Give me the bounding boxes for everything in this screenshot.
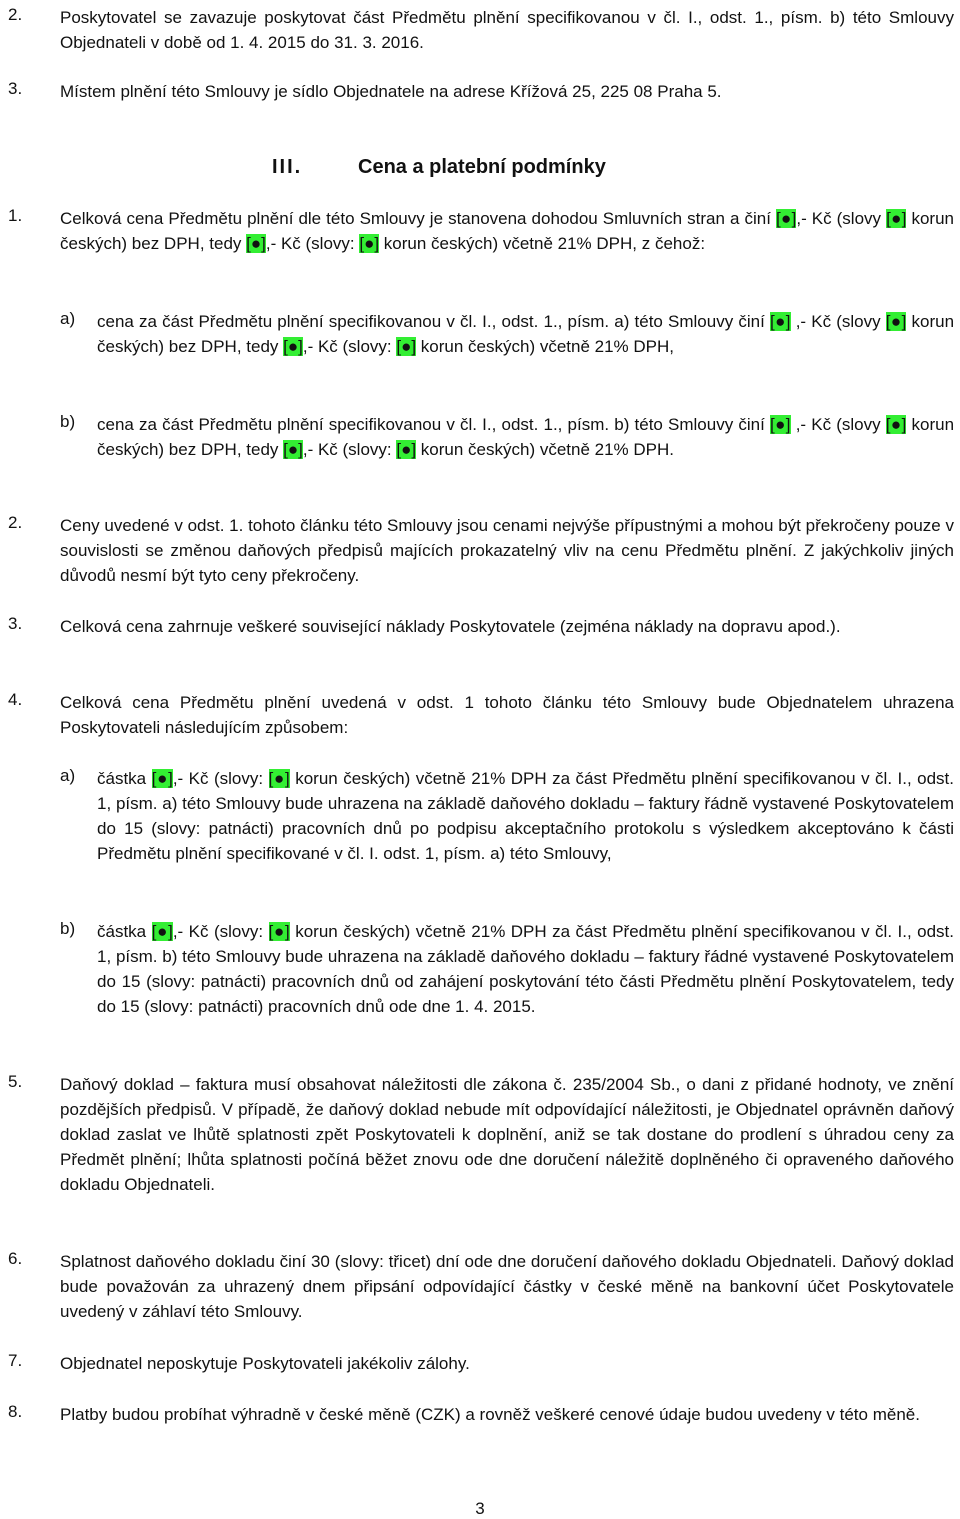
paragraph-text: Splatnost daňového dokladu činí 30 (slovy: třicet) dní ode dne doručení daňového dokladu Objednateli. Daňový doklad bude považován za uhrazený dnem připsání odpovídající částky v české měně na bankovní účet Poskytovatele uvedený v záhlaví této Smlouvy. [60,1252,954,1321]
section-number: III. [272,156,303,178]
paragraph-number: 2. [8,5,23,24]
paragraph-number: 2. [8,513,23,532]
section-title: Cena a platební podmínky [358,156,606,178]
placeholder-highlight: [●] [283,337,303,356]
placeholder-highlight: [●] [151,922,173,941]
paragraph-text: Celková cena zahrnuje veškeré související náklady Poskytovatele (zejména náklady na dopravu apod.). [60,617,841,636]
paragraph-number: 3. [8,79,23,98]
placeholder-highlight: [●] [885,415,907,434]
placeholder-highlight: [●] [769,312,791,331]
sub-item-text: cena za část Předmětu plnění specifikovanou v čl. I., odst. 1., písm. b) této Smlouvy činí [●] ,- Kč (slovy [●] korun českých) bez DPH, tedy [●],- Kč (slovy: [●] korun českých) včetně 21% DPH. [97,415,955,459]
sub-item-text: cena za část Předmětu plnění specifikovanou v čl. I., odst. 1., písm. a) této Smlouvy činí [●] ,- Kč (slovy [●] korun českých) bez DPH, tedy [●],- Kč (slovy: [●] korun českých) včetně 21% DPH, [97,312,955,356]
paragraph-text: Celková cena Předmětu plnění dle této Smlouvy je stanovena dohodou Smluvních stran a činí [●],- Kč (slovy [●] korun českých) bez DPH, tedy [●],- Kč (slovy: [●] korun českých) včetně 21% DPH, z čehož: [60,209,954,253]
placeholder-highlight: [●] [151,769,173,788]
placeholder-highlight: [●] [769,415,791,434]
paragraph-text: Poskytovatel se zavazuje poskytovat část Předmětu plnění specifikovanou v čl. I., odst. 1., písm. b) této Smlouvy Objednateli v době od 1. 4. 2015 do 31. 3. 2016. [60,8,954,52]
paragraph-text: Místem plnění této Smlouvy je sídlo Objednatele na adrese Křížová 25, 225 08 Praha 5. [60,82,722,101]
sub-item-letter: b) [60,412,76,431]
sub-item-text: částka [●],- Kč (slovy: [●] korun českých) včetně 21% DPH za část Předmětu plnění specifikovanou v čl. I., odst. 1, písm. a) této Smlouvy bude uhrazena na základě daňového dokladu – faktury řádně vystavené Poskytovatelem do 15 (slovy: patnácti) pracovních dnů po podpisu akceptačního protokolu s výsledkem akceptováno k části Předmětu plnění specifikované v čl. I. odst. 1, písm. a) této Smlouvy, [97,769,954,863]
paragraph-text: Objednatel neposkytuje Poskytovateli jakékoliv zálohy. [60,1354,470,1373]
paragraph-number: 3. [8,614,23,633]
paragraph-number: 1. [8,206,23,225]
placeholder-highlight: [●] [268,922,290,941]
paragraph-text: Ceny uvedené v odst. 1. tohoto článku této Smlouvy jsou cenami nejvýše přípustnými a mohou být překročeny pouze v souvislosti se změnou daňových předpisů majících prokazatelný vliv na cenu Předmětu plnění. Z jakýchkoliv jiných důvodů nesmí být tyto ceny překročeny. [60,516,954,585]
placeholder-highlight: [●] [886,209,907,228]
paragraph-number: 7. [8,1351,23,1370]
placeholder-highlight: [●] [885,312,907,331]
page-number: 3 [475,1499,485,1518]
placeholder-highlight: [●] [283,440,303,459]
paragraph-number: 4. [8,690,23,709]
placeholder-highlight: [●] [359,234,380,253]
sub-item-letter: a) [60,766,76,785]
placeholder-highlight: [●] [246,234,266,253]
placeholder-highlight: [●] [268,769,290,788]
placeholder-highlight: [●] [396,440,417,459]
paragraph-text: Daňový doklad – faktura musí obsahovat náležitosti dle zákona č. 235/2004 Sb., o dani z přidané hodnoty, ve znění pozdějších předpisů. V případě, že daňový doklad nebude mít odpovídající náležitosti, je Objednatel oprávněn daňový doklad zaslat ve lhůtě splatnosti zpět Poskytovateli k doplnění, aniž se tak dostane do prodlení s úhradou ceny za Předmět plnění; lhůta splatnosti počíná běžet znovu ode dne doručení náležitě doplněného či opraveného daňového dokladu Objednateli. [60,1075,954,1194]
paragraph-number: 6. [8,1249,23,1268]
placeholder-highlight: [●] [396,337,417,356]
placeholder-highlight: [●] [776,209,797,228]
sub-item-letter: a) [60,309,76,328]
paragraph-number: 8. [8,1402,23,1421]
sub-item-letter: b) [60,919,76,938]
paragraph-text: Celková cena Předmětu plnění uvedená v odst. 1 tohoto článku této Smlouvy bude Objednatelem uhrazena Poskytovateli následujícím způsobem: [60,693,954,737]
paragraph-text: Platby budou probíhat výhradně v české měně (CZK) a rovněž veškeré cenové údaje budou uvedeny v této měně. [60,1405,920,1424]
sub-item-text: částka [●],- Kč (slovy: [●] korun českých) včetně 21% DPH za část Předmětu plnění specifikovanou v čl. I., odst. 1, písm. b) této Smlouvy bude uhrazena na základě daňového dokladu – faktury řádné vystavené Poskytovatelem do 15 (slovy: patnácti) pracovních dnů od zahájení poskytování této části Předmětu plnění Poskytovatelem, tedy do 15 (slovy: patnácti) pracovních dnů ode dne 1. 4. 2015. [97,922,954,1016]
paragraph-number: 5. [8,1072,23,1091]
